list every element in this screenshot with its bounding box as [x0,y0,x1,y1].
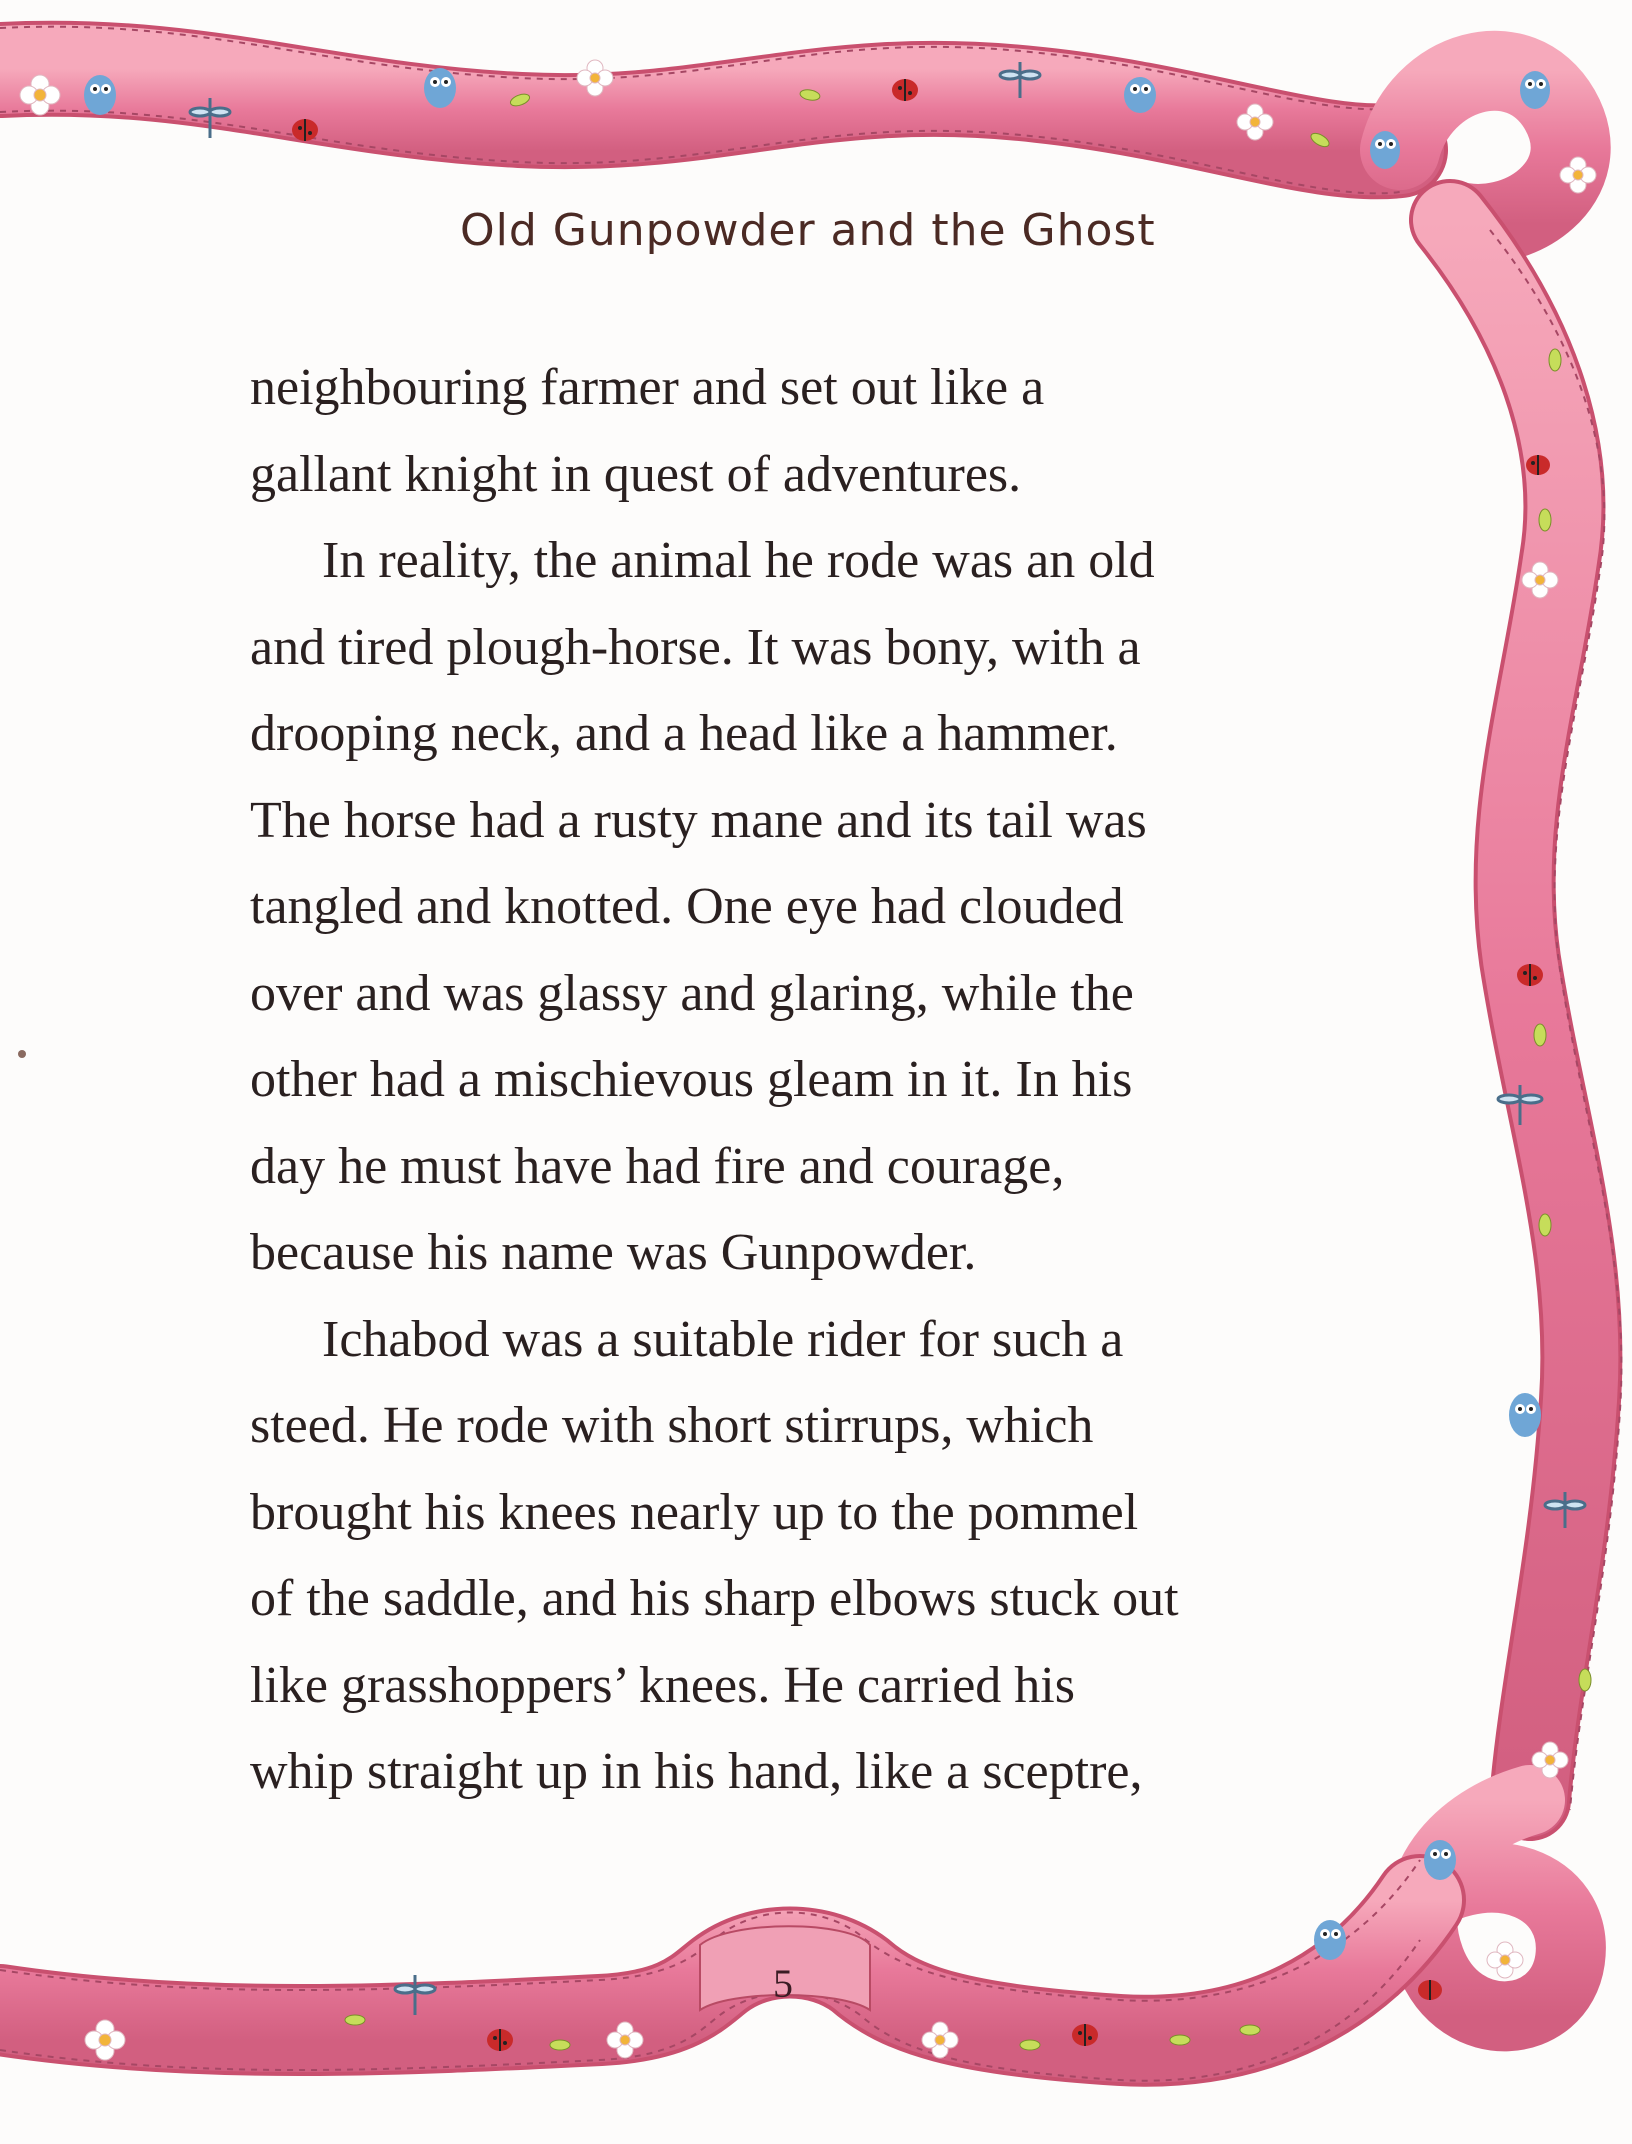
text-line: brought his knees nearly up to the pommel [250,1483,1139,1541]
text-line: because his name was Gunpowder. [250,1224,977,1281]
text-line: whip straight up in his hand, like a sceptre, [250,1743,1143,1800]
text-line: drooping neck, and a head like a hammer. [250,705,1118,762]
text-line: like grasshoppers’ knees. He carried his [250,1656,1075,1714]
text-line: other had a mischievous gleam in it. In his [250,1051,1133,1108]
text-line: In reality, the animal he rode was an old [322,532,1155,589]
text-line: neighbouring farmer and set out like a [250,359,1045,416]
page-number: 5 [773,1961,793,2006]
text-line: tangled and knotted. One eye had clouded [250,878,1124,935]
text-line: day he must have had fire and courage, [250,1137,1065,1195]
running-header-title: Old Gunpowder and the Ghost [460,205,1156,256]
text-line: The horse had a rusty mane and its tail was [250,791,1147,849]
text-line: over and was glassy and glaring, while the [250,964,1134,1022]
text-line: and tired plough-horse. It was bony, with a [250,618,1141,676]
bleed-dot [18,1050,26,1058]
text-line: Ichabod was a suitable rider for such a [322,1310,1124,1368]
text-line: of the saddle, and his sharp elbows stuck out [250,1570,1179,1627]
story-text [250,345,1390,1816]
text-line: steed. He rode with short stirrups, which [250,1397,1094,1454]
text-line: gallant knight in quest of adventures. [250,445,1022,503]
